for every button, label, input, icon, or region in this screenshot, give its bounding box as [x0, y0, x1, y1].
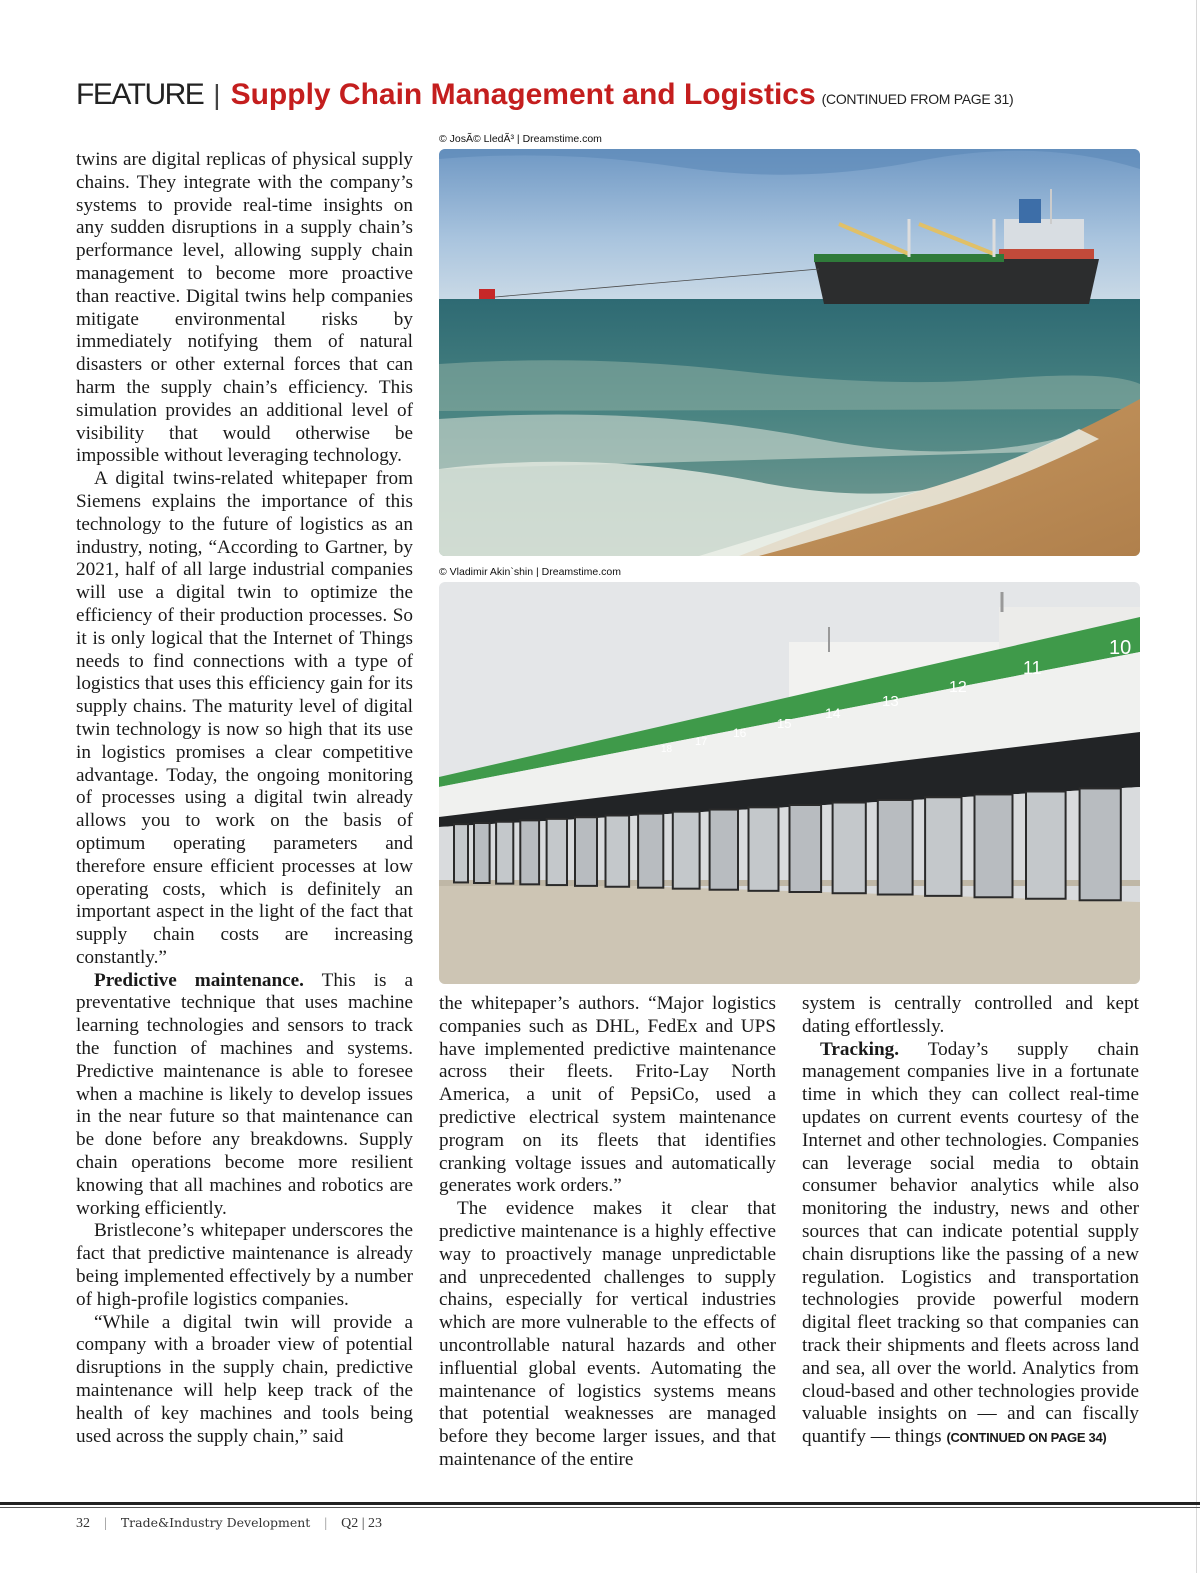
article-column-3	[802, 993, 1139, 1450]
photo-credit-warehouse: © Vladimir Akin`shin | Dreamstime.com	[439, 566, 622, 578]
dock-door	[547, 819, 567, 885]
dock-door	[606, 815, 630, 886]
publication-name: Trade&Industry Development	[120, 1515, 311, 1530]
subhead-tracking: Tracking.	[820, 1038, 900, 1060]
paragraph: system is centrally controlled and kept dating effortlessly.	[802, 993, 1139, 1037]
dock-number: 14	[825, 705, 841, 721]
page-footer: 32 | Trade&Industry Development | Q2 | 23	[76, 1515, 383, 1531]
footer-rule-thin	[0, 1507, 1200, 1508]
paragraph: the whitepaper’s authors. “Major logistics companies such as DHL, FedEx and UPS have implemented predictive maintenance across their fleets. Frito-Lay North America, a unit of PepsiCo, used a predictive electrical system maintenance program on its fleets that identifies cranking voltage issues and automatically generates work orders.”	[439, 993, 776, 1197]
ship-photo	[439, 149, 1140, 556]
paragraph	[802, 1039, 1139, 1450]
paragraph-text: This is a preventative technique that uses machine learning technologies and sensors to track the function of machines and systems. Predictive maintenance is able to foresee when a machine is likely to develop issues in the near future so that maintenance can be done before any breakdowns. Supply chain operations become more resilient knowing that all machines and robotics are working efficiently.	[76, 969, 413, 1219]
section-label: FEATURE	[76, 78, 204, 111]
continued-from-note: (CONTINUED FROM PAGE 31)	[821, 91, 1014, 107]
warehouse-photo	[439, 582, 1140, 984]
dock-number: 13	[882, 693, 899, 710]
page-number: 32	[76, 1516, 90, 1531]
paragraph: twins are digital replicas of physical supply chains. They integrate with the company’s systems to provide real-time insights on any sudden disruptions in a supply chain’s performance level, allowing supply chain management to become more proactive than reactive. Digital twins help companies mitigate environmental risks by immediately notifying them of natural disasters or other external forces that can harm the supply chain’s efficiency. This simulation provides an additional level of visibility that would otherwise be impossible without leveraging technology.	[76, 149, 413, 467]
dock-number: 17	[695, 736, 708, 748]
page-title: Supply Chain Management and Logistics	[230, 78, 816, 111]
subhead-predictive-maintenance: Predictive maintenance.	[94, 969, 304, 991]
dock-door	[454, 824, 468, 882]
header-separator: |	[213, 79, 221, 110]
dock-door	[575, 817, 597, 886]
dock-door	[975, 794, 1013, 897]
article-column-1	[76, 149, 413, 1448]
footer-rule	[0, 1502, 1200, 1505]
dock-door	[878, 800, 913, 895]
page-header	[76, 78, 1176, 112]
dock-door	[925, 797, 961, 896]
dock-number: 16	[733, 726, 747, 740]
dock-door	[520, 820, 539, 884]
dock-number: 11	[1023, 658, 1042, 678]
dock-door	[710, 810, 738, 890]
paragraph: A digital twins-related whitepaper from Siemens explains the importance of this technology to the future of logistics as an industry, noting, “According to Gartner, by 2021, half of all large industrial companies will use a digital twin to optimize the efficiency of their production processes. So it is only logical that the Internet of Things needs to find connections with a type of logistics that uses this efficiency gain for its supply chains. The maturity level of digital twin technology is now so high that its use in logistics promises a clear competitive advantage. Today, the ongoing monitoring of processes using a digital twin already allows you to work on the basis of optimum operating parameters and therefore ensure efficient processes at low operating costs, which is definitely an important aspect in the light of the fact that supply chain costs are increasing constantly.”	[76, 468, 413, 968]
dock-number: 18	[661, 744, 673, 755]
photo-credit-ship: © JosÃ© LledÃ³ | Dreamstime.com	[439, 133, 602, 145]
dock-door	[1080, 788, 1121, 900]
dock-door	[673, 812, 700, 889]
dock-door	[790, 805, 822, 892]
dock-number: 10	[1109, 637, 1132, 659]
paragraph	[76, 970, 413, 1221]
dock-door	[474, 823, 490, 883]
paragraph-text: Today’s supply chain management companies live in a fortunate time in which they can collect real-time updates on current events courtesy of the Internet and other technologies. Companies can leverage social media to obtain consumer behavior analytics while also monitoring the industry, news and other sources that can indicate potential supply chain disruptions like the passing of a new regulation. Logistics and transportation technologies provide powerful modern digital fleet tracking so that companies can track their shipments and fleets across land and sea, all over the world. Analytics from cloud-based and other technologies provide valuable insights on — and can fiscally quantify — things	[802, 1038, 1139, 1448]
dock-door	[1026, 792, 1066, 899]
paragraph: “While a digital twin will provide a company with a broader view of potential disruptions in the supply chain, predictive maintenance will help keep track of the health of key machines and tools being used across the supply chain,” said	[76, 1311, 413, 1447]
article-column-2	[439, 993, 776, 1472]
issue-label: Q2 | 23	[341, 1516, 383, 1531]
paragraph: Bristlecone’s whitepaper underscores the fact that predictive maintenance is already being implemented effectively by a number of high-profile logistics companies.	[76, 1220, 413, 1310]
dock-door	[833, 803, 866, 894]
dock-door	[749, 807, 779, 890]
dock-number: 15	[777, 716, 792, 731]
continued-on-note: (CONTINUED ON PAGE 34)	[946, 1430, 1107, 1446]
page-edge-line	[1196, 0, 1197, 1573]
dock-number: 12	[949, 679, 967, 696]
dock-door	[638, 814, 663, 888]
dock-door	[496, 822, 513, 884]
paragraph: The evidence makes it clear that predictive maintenance is a highly effective way to proactively manage unpredictable and unprecedented challenges to supply chains, especially for vertical industries which are more vulnerable to the effects of uncontrollable natural hazards and other influential global events. Automating the maintenance of logistics systems means that potential weaknesses are managed before they become larger issues, and that maintenance of the entire	[439, 1198, 776, 1470]
